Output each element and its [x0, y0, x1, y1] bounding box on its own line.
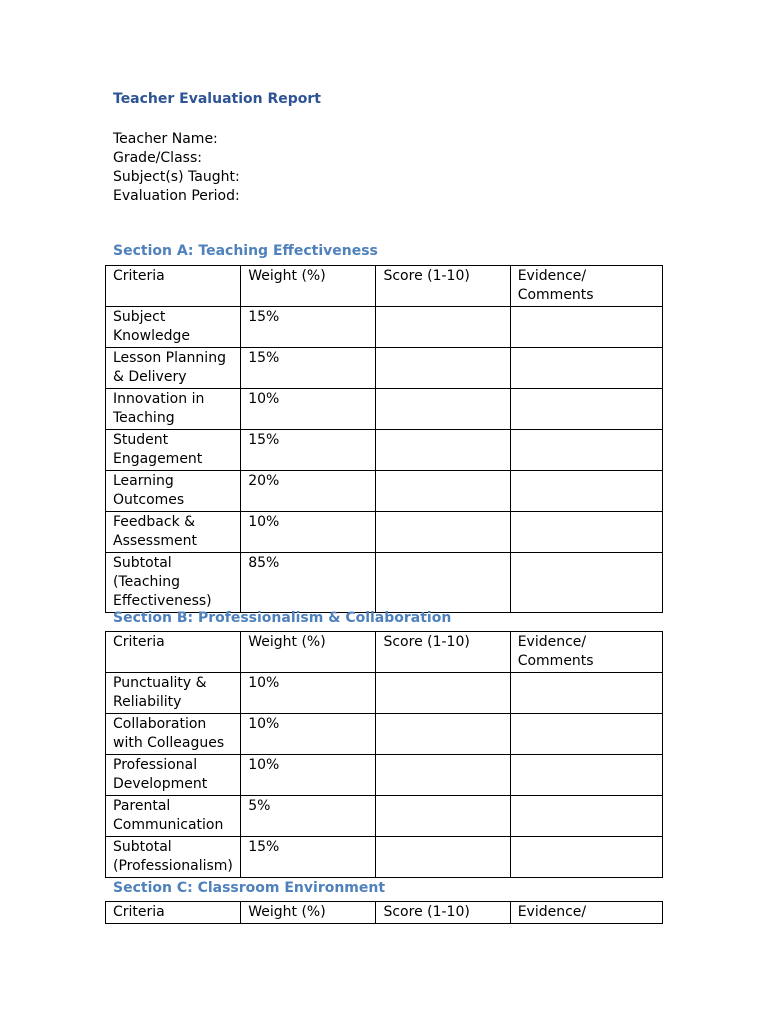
comments-cell[interactable]	[510, 389, 662, 430]
score-cell[interactable]	[376, 837, 510, 878]
section-a-table	[105, 265, 663, 613]
criteria-cell: Parental Communication	[106, 796, 241, 837]
criteria-cell: Lesson Planning & Delivery	[106, 348, 241, 389]
subtotal-row	[106, 837, 663, 878]
column-header-comments: Evidence/ Comments	[510, 266, 662, 307]
table-header-row	[106, 632, 663, 673]
table-header-row	[106, 266, 663, 307]
column-header-score: Score (1-10)	[376, 266, 510, 307]
weight-cell: 15%	[241, 430, 376, 471]
comments-cell[interactable]	[510, 430, 662, 471]
comments-cell[interactable]	[510, 348, 662, 389]
table-header-row	[106, 902, 663, 924]
table-row	[106, 512, 663, 553]
section-b-table	[105, 631, 663, 878]
table-row	[106, 348, 663, 389]
weight-cell: 5%	[241, 796, 376, 837]
criteria-cell: Feedback & Assessment	[106, 512, 241, 553]
column-header-weight: Weight (%)	[241, 266, 376, 307]
comments-cell[interactable]	[510, 755, 662, 796]
page-title: Teacher Evaluation Report	[113, 91, 321, 107]
score-cell[interactable]	[376, 389, 510, 430]
weight-cell: 20%	[241, 471, 376, 512]
score-cell[interactable]	[376, 673, 510, 714]
score-cell[interactable]	[376, 714, 510, 755]
table-row	[106, 796, 663, 837]
weight-cell: 10%	[241, 512, 376, 553]
grade-class-label: Grade/Class:	[113, 150, 202, 166]
comments-cell[interactable]	[510, 512, 662, 553]
weight-cell: 10%	[241, 673, 376, 714]
section-b-heading: Section B: Professionalism & Collaboration	[113, 610, 452, 626]
comments-cell[interactable]	[510, 307, 662, 348]
score-cell[interactable]	[376, 430, 510, 471]
criteria-cell: Subtotal (Teaching Effectiveness)	[106, 553, 241, 613]
column-header-comments: Evidence/ Comments	[510, 632, 662, 673]
column-header-weight: Weight (%)	[241, 632, 376, 673]
criteria-cell: Innovation in Teaching	[106, 389, 241, 430]
weight-cell: 15%	[241, 307, 376, 348]
comments-cell[interactable]	[510, 673, 662, 714]
score-cell[interactable]	[376, 796, 510, 837]
column-header-weight: Weight (%)	[241, 902, 376, 924]
column-header-criteria: Criteria	[106, 266, 241, 307]
weight-cell: 15%	[241, 348, 376, 389]
table-row	[106, 389, 663, 430]
column-header-score: Score (1-10)	[376, 902, 510, 924]
criteria-cell: Learning Outcomes	[106, 471, 241, 512]
criteria-cell: Punctuality & Reliability	[106, 673, 241, 714]
criteria-cell: Student Engagement	[106, 430, 241, 471]
score-cell[interactable]	[376, 553, 510, 613]
table-row	[106, 471, 663, 512]
score-cell[interactable]	[376, 512, 510, 553]
comments-cell[interactable]	[510, 837, 662, 878]
subjects-taught-label: Subject(s) Taught:	[113, 169, 240, 185]
comments-cell[interactable]	[510, 553, 662, 613]
table-row	[106, 430, 663, 471]
score-cell[interactable]	[376, 307, 510, 348]
weight-cell: 85%	[241, 553, 376, 613]
criteria-cell: Professional Development	[106, 755, 241, 796]
score-cell[interactable]	[376, 471, 510, 512]
weight-cell: 10%	[241, 389, 376, 430]
criteria-cell: Collaboration with Colleagues	[106, 714, 241, 755]
table-row	[106, 714, 663, 755]
teacher-info-block	[113, 130, 240, 206]
subtotal-row	[106, 553, 663, 613]
weight-cell: 15%	[241, 837, 376, 878]
weight-cell: 10%	[241, 755, 376, 796]
column-header-comments: Evidence/	[510, 902, 662, 924]
column-header-criteria: Criteria	[106, 632, 241, 673]
evaluation-period-label: Evaluation Period:	[113, 188, 240, 204]
weight-cell: 10%	[241, 714, 376, 755]
comments-cell[interactable]	[510, 471, 662, 512]
comments-cell[interactable]	[510, 796, 662, 837]
table-row	[106, 755, 663, 796]
score-cell[interactable]	[376, 755, 510, 796]
table-row	[106, 307, 663, 348]
column-header-score: Score (1-10)	[376, 632, 510, 673]
teacher-name-label: Teacher Name:	[113, 131, 218, 147]
section-a-heading: Section A: Teaching Effectiveness	[113, 243, 378, 259]
table-row	[106, 673, 663, 714]
criteria-cell: Subject Knowledge	[106, 307, 241, 348]
criteria-cell: Subtotal (Professionalism)	[106, 837, 241, 878]
comments-cell[interactable]	[510, 714, 662, 755]
section-c-heading: Section C: Classroom Environment	[113, 880, 386, 896]
score-cell[interactable]	[376, 348, 510, 389]
column-header-criteria: Criteria	[106, 902, 241, 924]
section-c-table	[105, 901, 663, 924]
